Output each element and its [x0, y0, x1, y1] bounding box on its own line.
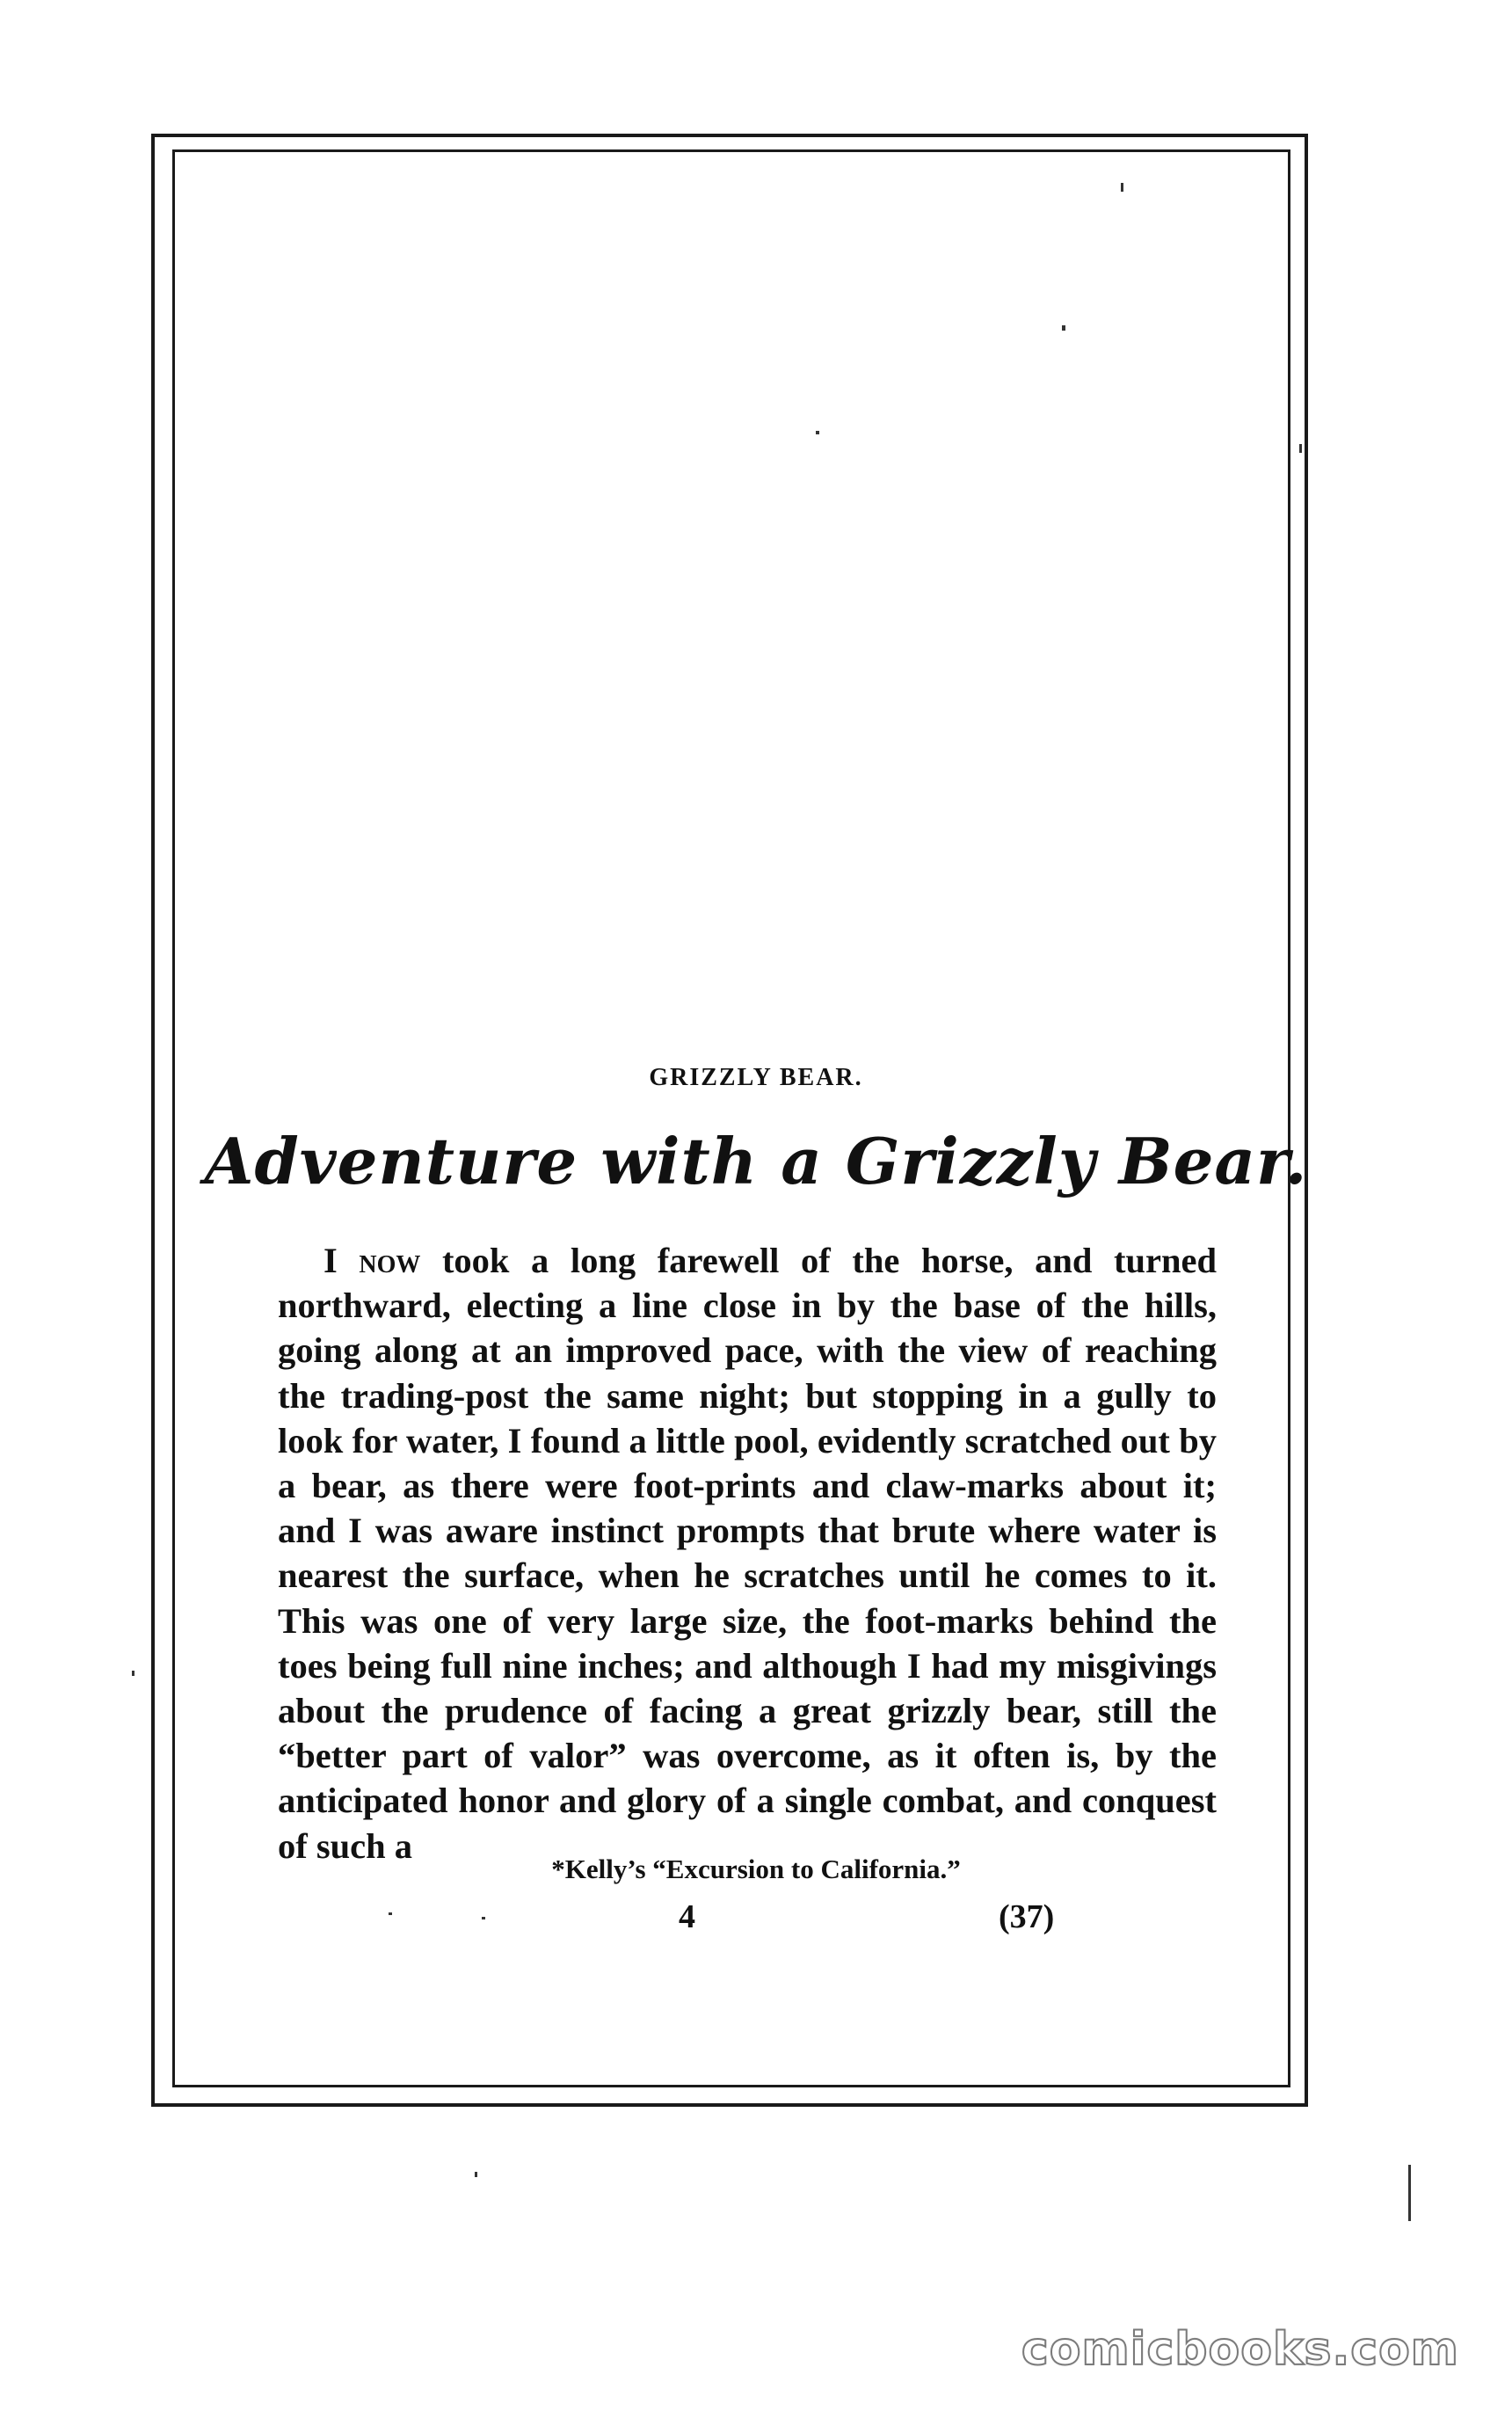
first-word-smallcaps: now [359, 1241, 421, 1280]
signature-mark: 4 [679, 1898, 695, 1935]
running-head: GRIZZLY BEAR. [649, 1064, 863, 1091]
ink-speck [816, 431, 819, 434]
ink-speck [1408, 2165, 1411, 2221]
ink-speck [1121, 183, 1123, 192]
ink-speck [475, 2172, 477, 2177]
ink-speck [389, 1912, 392, 1915]
footnote: *Kelly’s “Excursion to California.” [551, 1854, 961, 1884]
ink-speck [482, 1917, 485, 1919]
ink-speck [1062, 325, 1065, 331]
ink-speck [1299, 444, 1302, 453]
page-number: (37) [999, 1898, 1055, 1935]
site-watermark: comicbooks.com [1021, 2323, 1459, 2376]
first-word [323, 1241, 420, 1280]
body-paragraph [278, 1238, 1217, 1868]
body-text: took a long farewell of the horse, and turned northward, electing a line close in by the base of the hills, going along at an improved pace, with the view of reaching the trading-post the same night; but stopping in a gully to look for water, I found a little pool, evidently scratched out by a bear, as there were foot-prints and claw-marks about it; and I was aware instinct prompts that brute where water is nearest the surface, when he scratches until he comes to it. This was one of very large size, the foot-marks behind the toes being full nine inches; and although I had my misgivings about the prudence of facing a great grizzly bear, still the “better part of valor” was overcome, as it often is, by the anticipated honor and glory of a single combat, and conquest of such a [278, 1241, 1217, 1866]
ink-speck [132, 1671, 134, 1676]
first-word-initial: I [323, 1241, 338, 1280]
chapter-title: Adventure with a Grizzly Bear. [204, 1124, 1308, 1198]
